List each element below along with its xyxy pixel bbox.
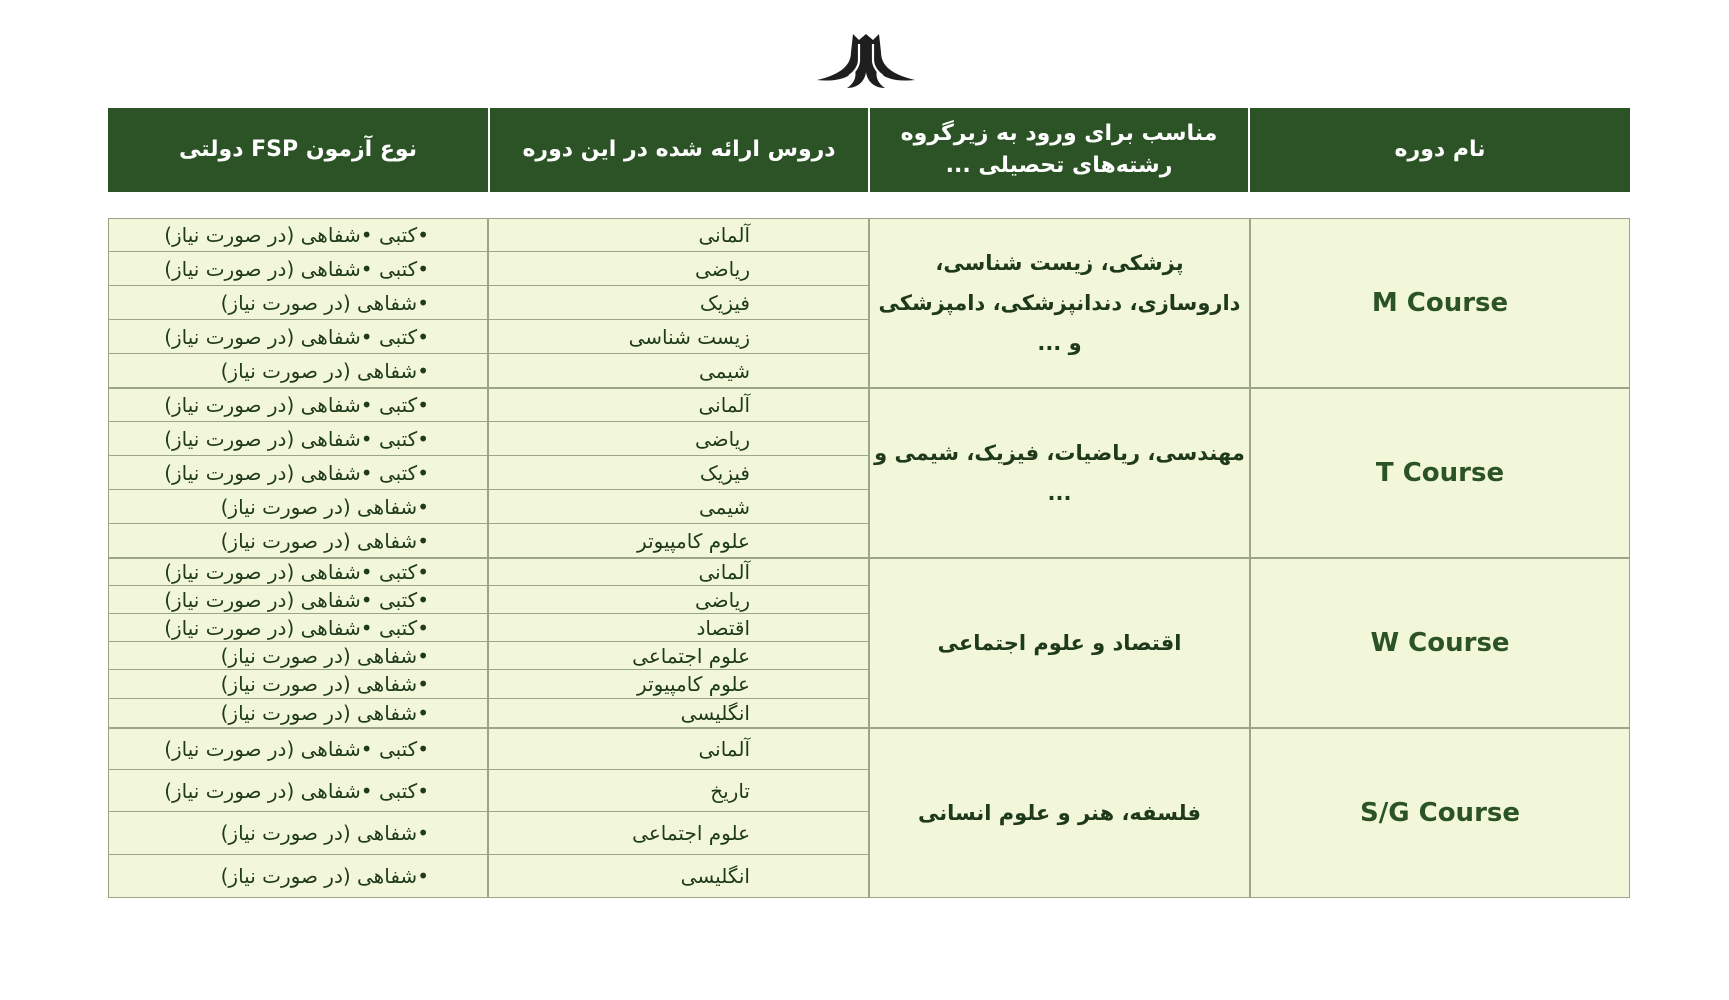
subject-cell: آلمانی	[488, 388, 869, 422]
exam-cell: •شفاهی (در صورت نیاز)	[108, 524, 488, 558]
exam-cell: •شفاهی (در صورت نیاز)	[108, 812, 488, 855]
exam-cell: •کتبی •شفاهی (در صورت نیاز)	[108, 456, 488, 490]
table-row	[108, 642, 869, 670]
table-row	[108, 614, 869, 642]
table-row	[108, 218, 869, 252]
header-exam-type: نوع آزمون FSP دولتی	[108, 108, 490, 192]
subject-cell: زیست شناسی	[488, 320, 869, 354]
table-row	[108, 388, 869, 422]
subject-cell: آلمانی	[488, 558, 869, 586]
exam-cell: •کتبی •شفاهی (در صورت نیاز)	[108, 218, 488, 252]
table-row	[108, 422, 869, 456]
exam-cell: •کتبی •شفاهی (در صورت نیاز)	[108, 558, 488, 586]
subject-cell: ریاضی	[488, 422, 869, 456]
course-name: S/G Course	[1250, 728, 1630, 898]
exam-cell: •شفاهی (در صورت نیاز)	[108, 855, 488, 898]
exam-cell: •شفاهی (در صورت نیاز)	[108, 699, 488, 728]
subject-cell: علوم کامپیوتر	[488, 524, 869, 558]
subject-cell: انگلیسی	[488, 699, 869, 728]
table-row	[108, 354, 869, 388]
exam-cell: •کتبی •شفاهی (در صورت نیاز)	[108, 770, 488, 812]
course-group-w	[108, 558, 1630, 728]
table-row	[108, 252, 869, 286]
exam-cell: •شفاهی (در صورت نیاز)	[108, 354, 488, 388]
header-subjects: دروس ارائه شده در این دوره	[490, 108, 870, 192]
exam-cell: •کتبی •شفاهی (در صورت نیاز)	[108, 388, 488, 422]
course-fields: پزشکی، زیست شناسی، داروسازی، دندانپزشکی، دامپزشکی و ...	[869, 218, 1250, 388]
course-group-t	[108, 388, 1630, 558]
table-row	[108, 670, 869, 699]
subject-cell: فیزیک	[488, 456, 869, 490]
exam-cell: •کتبی •شفاهی (در صورت نیاز)	[108, 320, 488, 354]
table-row	[108, 524, 869, 558]
table-row	[108, 558, 869, 586]
exam-cell: •شفاهی (در صورت نیاز)	[108, 670, 488, 699]
course-fields: اقتصاد و علوم اجتماعی	[869, 558, 1250, 728]
subject-cell: تاریخ	[488, 770, 869, 812]
exam-cell: •کتبی •شفاهی (در صورت نیاز)	[108, 728, 488, 770]
course-fields: مهندسی، ریاضیات، فیزیک، شیمی و ...	[869, 388, 1250, 558]
course-name: W Course	[1250, 558, 1630, 728]
table-row	[108, 320, 869, 354]
subject-cell: اقتصاد	[488, 614, 869, 642]
course-group-sg	[108, 728, 1630, 898]
table-row	[108, 699, 869, 728]
table-row	[108, 812, 869, 855]
subject-cell: علوم کامپیوتر	[488, 670, 869, 699]
subject-cell: شیمی	[488, 354, 869, 388]
subject-cell: علوم اجتماعی	[488, 642, 869, 670]
exam-cell: •شفاهی (در صورت نیاز)	[108, 490, 488, 524]
subject-cell: آلمانی	[488, 728, 869, 770]
exam-cell: •کتبی •شفاهی (در صورت نیاز)	[108, 422, 488, 456]
table-row	[108, 586, 869, 614]
subject-cell: ریاضی	[488, 252, 869, 286]
courses-table	[108, 218, 1630, 898]
course-fields: فلسفه، هنر و علوم انسانی	[869, 728, 1250, 898]
exam-cell: •شفاهی (در صورت نیاز)	[108, 286, 488, 320]
table-header	[108, 108, 1630, 192]
subject-cell: آلمانی	[488, 218, 869, 252]
table-row	[108, 855, 869, 898]
table-row	[108, 728, 869, 770]
header-course-name: نام دوره	[1394, 137, 1486, 162]
subject-cell: ریاضی	[488, 586, 869, 614]
subject-cell: علوم اجتماعی	[488, 812, 869, 855]
course-name: M Course	[1250, 218, 1630, 388]
subject-cell: انگلیسی	[488, 855, 869, 898]
table-row	[108, 286, 869, 320]
table-row	[108, 770, 869, 812]
table-row	[108, 456, 869, 490]
header-suitable-fields: مناسب برای ورود به زیرگروه رشته‌های تحصیلی ...	[870, 108, 1250, 192]
table-row	[108, 490, 869, 524]
exam-cell: •کتبی •شفاهی (در صورت نیاز)	[108, 586, 488, 614]
exam-cell: •کتبی •شفاهی (در صورت نیاز)	[108, 614, 488, 642]
course-name: T Course	[1250, 388, 1630, 558]
exam-cell: •کتبی •شفاهی (در صورت نیاز)	[108, 252, 488, 286]
tree-roots-logo-icon	[815, 30, 917, 90]
subject-cell: شیمی	[488, 490, 869, 524]
subject-cell: فیزیک	[488, 286, 869, 320]
course-group-m	[108, 218, 1630, 388]
exam-cell: •شفاهی (در صورت نیاز)	[108, 642, 488, 670]
